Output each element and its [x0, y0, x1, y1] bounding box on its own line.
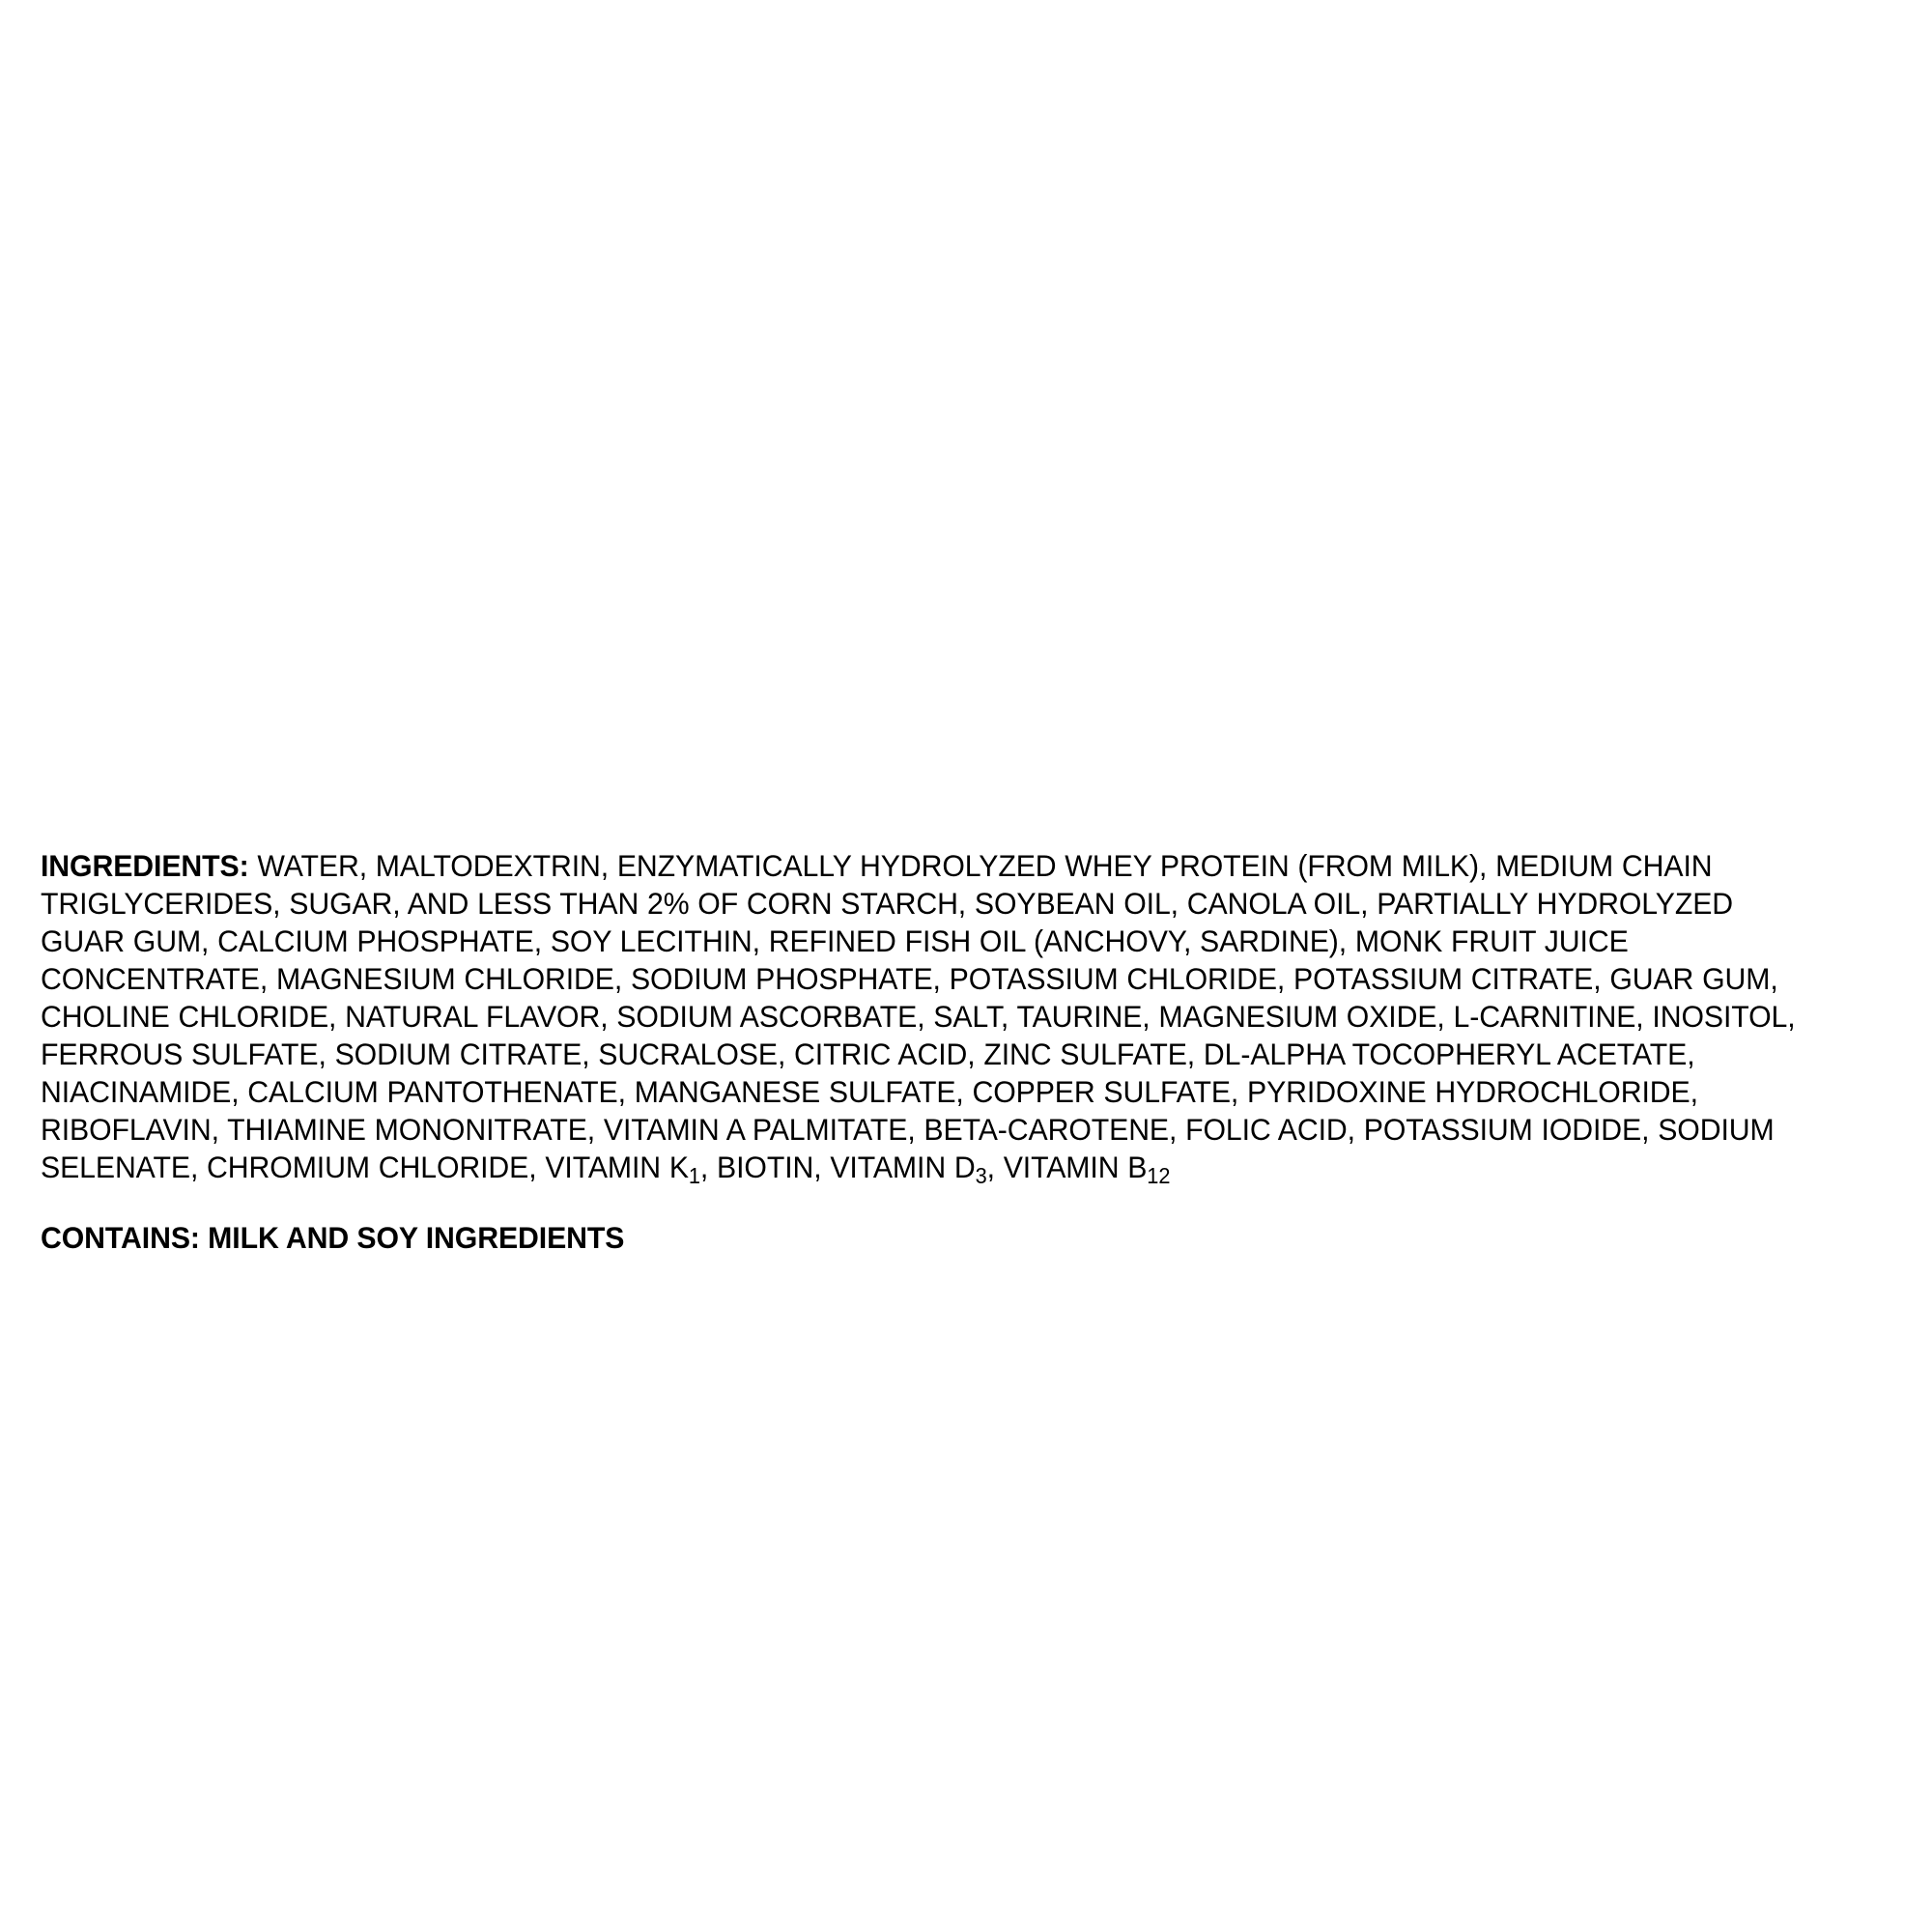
vitamin-k-subscript: 1	[688, 1162, 700, 1188]
vitamin-b-subscript: 12	[1147, 1162, 1171, 1188]
ingredients-list-text-2: , BIOTIN, VITAMIN D	[699, 1149, 976, 1184]
ingredient-label-panel	[41, 816, 1895, 1288]
vitamin-d-subscript: 3	[975, 1162, 987, 1188]
ingredients-paragraph	[41, 847, 1821, 1189]
allergen-contains-statement: CONTAINS: MILK AND SOY INGREDIENTS	[41, 1220, 625, 1255]
ingredients-list-text-3: , VITAMIN B	[986, 1149, 1148, 1184]
ingredients-list-text: WATER, MALTODEXTRIN, ENZYMATICALLY HYDROLYZED WHEY PROTEIN (FROM MILK), MEDIUM CHAIN TRIGLYCERIDES, SUGAR, AND LESS THAN 2% OF CORN STARCH, SOYBEAN OIL, CANOLA OIL, PARTIALLY HYDROLYZED GUAR GUM, CALCIUM PHOSPHATE, SOY LECITHIN, REFINED FISH OIL (ANCHOVY, SARDINE), MONK FRUIT JUICE CONCENTRATE, MAGNESIUM CHLORIDE, SODIUM PHOSPHATE, POTASSIUM CHLORIDE, POTASSIUM CITRATE, GUAR GUM, CHOLINE CHLORIDE, NATURAL FLAVOR, SODIUM ASCORBATE, SALT, TAURINE, MAGNESIUM OXIDE, L-CARNITINE, INOSITOL, FERROUS SULFATE, SODIUM CITRATE, SUCRALOSE, CITRIC ACID, ZINC SULFATE, DL-ALPHA TOCOPHERYL ACETATE, NIACINAMIDE, CALCIUM PANTOTHENATE, MANGANESE SULFATE, COPPER SULFATE, PYRIDOXINE HYDROCHLORIDE, RIBOFLAVIN, THIAMINE MONONITRATE, VITAMIN A PALMITATE, BETA-CAROTENE, FOLIC ACID, POTASSIUM IODIDE, SODIUM SELENATE, CHROMIUM CHLORIDE, VITAMIN K	[41, 847, 1796, 1184]
ingredients-heading: INGREDIENTS:	[41, 847, 249, 883]
